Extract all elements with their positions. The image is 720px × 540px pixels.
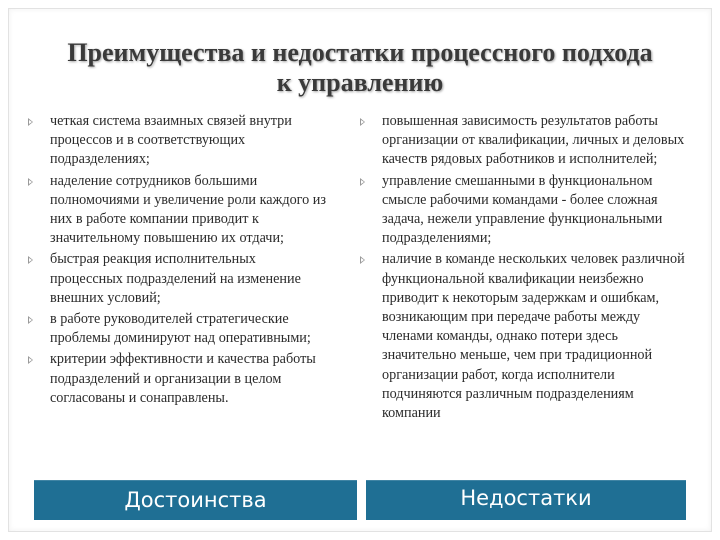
advantage-item <box>26 350 331 408</box>
slide-title <box>30 38 690 98</box>
advantage-text: наделение сотрудников большими полномочиями и увеличение роли каждого из них в работе компании приводит к значительному повышению их отдачи; <box>50 172 326 247</box>
disadvantage-item <box>358 112 694 170</box>
bullet-arrow-icon <box>360 256 365 264</box>
advantage-item <box>26 250 331 308</box>
advantages-list <box>26 112 331 410</box>
bullet-arrow-icon <box>28 316 33 324</box>
slide-title-line-2: к управлению <box>276 68 444 97</box>
bullet-arrow-icon <box>360 178 365 186</box>
advantage-text: в работе руководителей стратегические проблемы доминируют над оперативными; <box>50 311 311 347</box>
bullet-arrow-icon <box>28 256 33 264</box>
advantages-label: Достоинства <box>34 480 357 520</box>
disadvantage-item <box>358 250 694 423</box>
advantage-item <box>26 112 331 170</box>
bullet-arrow-icon <box>28 118 33 126</box>
bullet-arrow-icon <box>28 178 33 186</box>
advantage-text: четкая система взаимных связей внутри процессов и в соответствующих подразделениях; <box>50 113 292 168</box>
advantage-text: быстрая реакция исполнительных процессных подразделений на изменение внешних условий; <box>50 251 301 306</box>
advantage-text: критерии эффективности и качества работы подразделений и организации в целом согласованы и сонаправлены. <box>50 351 316 406</box>
advantage-item <box>26 172 331 249</box>
disadvantages-label: Недостатки <box>366 480 686 520</box>
slide-title-line-1: Преимущества и недостатки процессного подхода <box>67 38 653 67</box>
disadvantage-text: наличие в команде нескольких человек различной функциональной квалификации неизбежно приводит к некоторым задержкам и ошибкам, возникающим при передаче работы между членами команды, однако потери здесь значительно меньше, чем при традиционной организации работ, когда исполнители подчиняются различным подразделениям компании <box>382 251 685 422</box>
disadvantage-text: управление смешанными в функциональном смысле рабочими командами - более сложная задача, нежели управление функциональными подразделениями; <box>382 172 663 247</box>
disadvantage-item <box>358 172 694 249</box>
bullet-arrow-icon <box>28 356 33 364</box>
advantage-item <box>26 310 331 348</box>
disadvantages-list <box>358 112 694 425</box>
disadvantage-text: повышенная зависимость результатов работы организации от квалификации, личных и деловых качеств рядовых работников и исполнителей; <box>382 113 685 168</box>
bullet-arrow-icon <box>360 118 365 126</box>
